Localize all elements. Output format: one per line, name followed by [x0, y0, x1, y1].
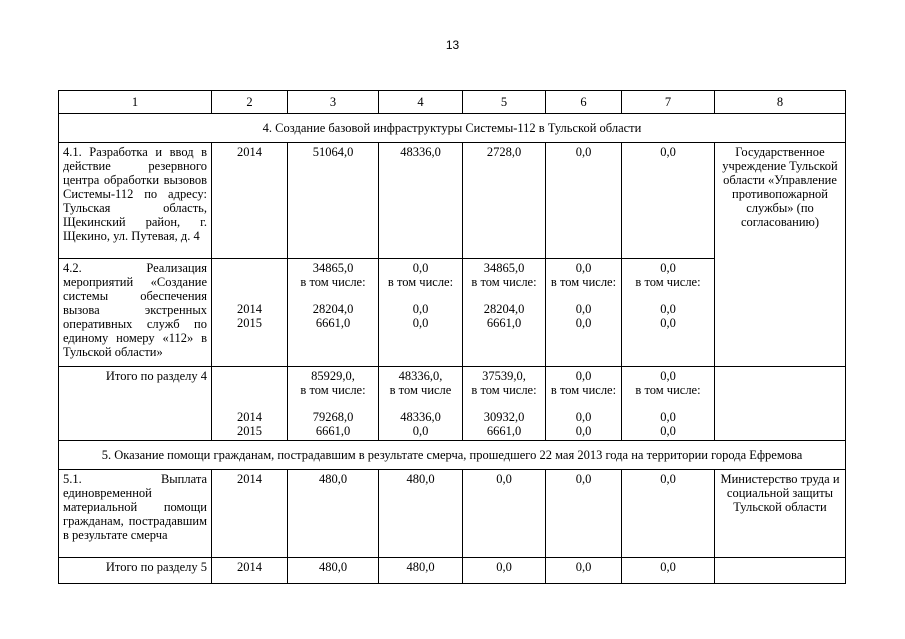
- section-4-total-col4: [379, 367, 463, 441]
- value-total: 85929,0,: [311, 369, 355, 383]
- section-5-total-col5: 0,0: [463, 558, 546, 584]
- row-5-1-col7: 0,0: [622, 470, 715, 558]
- row-4-2-name: 4.2. Реализация мероприятий «Создание системы обеспечения вызова экстренных оперативных служб по единому номеру «112» в Тульской области»: [59, 259, 212, 367]
- total-year-2014: 2014: [237, 410, 262, 424]
- incl-label: в том числе:: [635, 275, 701, 289]
- value-2015: 0,0: [412, 316, 429, 330]
- section-4-total-label: Итого по разделу 4: [59, 367, 212, 441]
- value-total: 34865,0: [483, 261, 525, 275]
- row-4-1-col7: 0,0: [622, 143, 715, 259]
- program-table: [58, 90, 846, 584]
- value-2015: 0,0: [575, 316, 592, 330]
- value-2015: 6661,0: [315, 424, 351, 438]
- section-4-title-row: [59, 114, 846, 143]
- section-5-total-col8: [715, 558, 846, 584]
- section-4-total-row: [59, 367, 846, 441]
- row-5-1-executor: Министерство труда и социальной защиты Тульской области: [715, 470, 846, 558]
- section-4-title: 4. Создание базовой инфраструктуры Системы-112 в Тульской области: [59, 114, 846, 143]
- row-4-2-years: [212, 259, 288, 367]
- row-4-executor: Государственное учреждение Тульской области «Управление противопожарной службы» (по согласованию): [715, 143, 846, 367]
- value-2014: 0,0: [660, 410, 676, 424]
- row-5-1-name: 5.1. Выплата единовременной материальной помощи гражданам, пострадавшим в результате смерча: [59, 470, 212, 558]
- row-4-2-col6: [546, 259, 622, 367]
- value-2015: 6661,0: [315, 316, 351, 330]
- incl-label: в том числе:: [471, 383, 537, 397]
- row-5-1-year: 2014: [212, 470, 288, 558]
- value-2014: 0,0: [412, 302, 429, 316]
- value-total: 48336,0,: [398, 369, 443, 383]
- value-2014: 48336,0: [400, 410, 441, 424]
- col-header-1: 1: [59, 91, 212, 114]
- row-4-2-col5: [463, 259, 546, 367]
- row-5-1-col5: 0,0: [463, 470, 546, 558]
- section-4-total-col3: [288, 367, 379, 441]
- col-header-3: 3: [288, 91, 379, 114]
- section-4-total-col5: [463, 367, 546, 441]
- section-5-total-label: Итого по разделу 5: [59, 558, 212, 584]
- value-total: 34865,0: [312, 261, 354, 275]
- row-4-1-col4: 48336,0: [379, 143, 463, 259]
- value-total: 0,0: [575, 369, 592, 383]
- section-4-total-col7: [622, 367, 715, 441]
- value-2015: 0,0: [575, 424, 592, 438]
- row-4-1-name: 4.1. Разработка и ввод в действие резервного центра обработки вызовов Системы-112 по адресу: Тульская область, Щекинский район, г. Щекино, ул. Путевая, д. 4: [59, 143, 212, 259]
- value-2014: 28204,0: [483, 302, 525, 316]
- row-4-1-col5: 2728,0: [463, 143, 546, 259]
- section-5-total-col4: 480,0: [379, 558, 463, 584]
- col-header-8: 8: [715, 91, 846, 114]
- section-5-total-col3: 480,0: [288, 558, 379, 584]
- value-2014: 0,0: [660, 302, 676, 316]
- col-header-7: 7: [622, 91, 715, 114]
- row-5-1-col6: 0,0: [546, 470, 622, 558]
- value-2014: 28204,0: [312, 302, 354, 316]
- incl-label: в том числе: [389, 383, 452, 397]
- section-5-total-row: [59, 558, 846, 584]
- section-4-total-years: [212, 367, 288, 441]
- page-number: 13: [445, 38, 460, 52]
- value-total: 0,0: [412, 261, 429, 275]
- row-5-1-col3: 480,0: [288, 470, 379, 558]
- incl-label: в том числе:: [550, 383, 617, 397]
- value-total: 37539,0,: [482, 369, 526, 383]
- col-header-2: 2: [212, 91, 288, 114]
- incl-label: в том числе:: [387, 275, 454, 289]
- row-4-2-year-2015: 2015: [237, 316, 262, 330]
- section-4-total-col6: [546, 367, 622, 441]
- value-2015: 0,0: [660, 424, 676, 438]
- row-4-2-col4: [379, 259, 463, 367]
- row-4-1-col3: 51064,0: [288, 143, 379, 259]
- value-total: 0,0: [660, 369, 676, 383]
- value-2014: 0,0: [575, 302, 592, 316]
- incl-label: в том числе:: [550, 275, 617, 289]
- section-5-title-row: [59, 441, 846, 470]
- row-4-2-col7: [622, 259, 715, 367]
- row-4-2-year-2014: 2014: [237, 302, 262, 316]
- section-5-total-col6: 0,0: [546, 558, 622, 584]
- total-year-2015: 2015: [237, 424, 262, 438]
- col-header-5: 5: [463, 91, 546, 114]
- row-4-1-year: 2014: [212, 143, 288, 259]
- section-5-total-year: 2014: [212, 558, 288, 584]
- row-5-1-col4: 480,0: [379, 470, 463, 558]
- value-2014: 0,0: [575, 410, 592, 424]
- value-2014: 79268,0: [312, 410, 354, 424]
- incl-label: в том числе:: [471, 275, 537, 289]
- incl-label: в том числе:: [300, 275, 366, 289]
- table-row: [59, 470, 846, 558]
- row-4-1-col6: 0,0: [546, 143, 622, 259]
- incl-label: в том числе:: [635, 383, 701, 397]
- section-5-title: 5. Оказание помощи гражданам, пострадавшим в результате смерча, прошедшего 22 мая 2013 года на территории города Ефремова: [59, 441, 846, 470]
- value-total: 0,0: [660, 261, 676, 275]
- value-2014: 30932,0: [483, 410, 525, 424]
- value-2015: 6661,0: [486, 424, 522, 438]
- table-row: [59, 143, 846, 259]
- col-header-4: 4: [379, 91, 463, 114]
- section-5-total-col7: 0,0: [622, 558, 715, 584]
- value-total: 0,0: [575, 261, 592, 275]
- col-header-6: 6: [546, 91, 622, 114]
- section-4-total-col8: [715, 367, 846, 441]
- value-2015: 0,0: [412, 424, 429, 438]
- incl-label: в том числе:: [300, 383, 366, 397]
- value-2015: 6661,0: [486, 316, 522, 330]
- row-4-2-col3: [288, 259, 379, 367]
- header-row: [59, 91, 846, 114]
- value-2015: 0,0: [660, 316, 676, 330]
